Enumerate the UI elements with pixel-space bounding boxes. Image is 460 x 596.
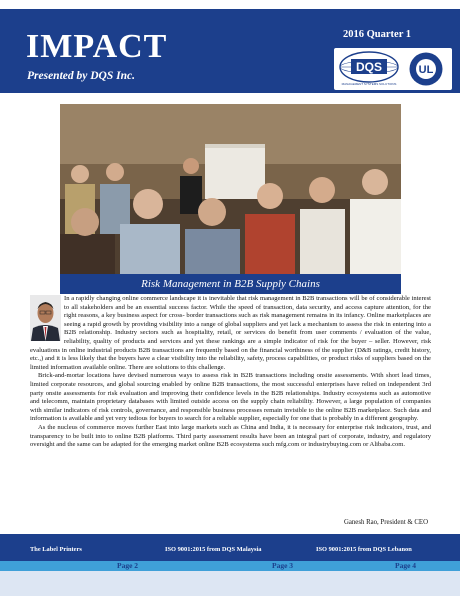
newsletter-title: IMPACT bbox=[26, 28, 168, 65]
article-photo bbox=[60, 104, 401, 294]
article-paragraph-2: Brick-and-mortar locations have devised numerous ways to assess risk in B2B transactions including onsite assessments. With short lead times, limited corporate resources, and global sourcing enabled by online B2B transactions, the most successful enterprises have relied on independent 3rd party onsite assessments for risk evaluation and improving their confidence levels in the B2B relationships. Industry ecosystems such as automotive and telecomm, maintain proprietary databases with limited outside access on the supply chain reliability. However, a large population of companies with similar indicators of risk controls, governance, and responsible business processes remain invisible to the online B2B marketplace. Such data and information is available and yet very tedious for buyers to search for a reliable supplier, especially for one that is probably in a different geography. bbox=[30, 372, 431, 423]
footer bbox=[0, 534, 460, 596]
dqs-logo-text: DQS bbox=[355, 60, 383, 74]
ul-logo bbox=[408, 51, 444, 87]
footer-bottom-band bbox=[0, 571, 460, 596]
article-paragraph-3: As the nucleus of commerce moves further East into large markets such as China and India, it is necessary for enterprise risk indicators, trust, and transparency to be built into to online B2B platforms. Third party assessment results have been an integral part of corporate, industry, and regulatory oversight and the same can be adapted for the emerging market online B2B ecosystems such mfg.com or industrybuying.com or Alibaba.com. bbox=[30, 423, 431, 449]
page-link-2[interactable]: Page 2 bbox=[117, 561, 139, 570]
logo-panel bbox=[334, 48, 452, 90]
footer-link-dqs-malaysia[interactable]: ISO 9001:2015 from DQS Malaysia bbox=[165, 546, 262, 553]
page-link-3[interactable]: Page 3 bbox=[272, 561, 294, 570]
page-link-4[interactable]: Page 4 bbox=[395, 561, 417, 570]
issue-label: 2016 Quarter 1 bbox=[343, 29, 412, 40]
masthead bbox=[0, 0, 460, 93]
footer-link-label-printers[interactable]: The Label Printers bbox=[30, 546, 82, 553]
article-paragraph-1: In a rapidly changing online commerce landscape it is inevitable that risk management in B2B transactions will be of considerable interest to all stakeholders and be an essential success factor. While the speed of transaction, data security, and access capture attention, for the right reasons, a key business aspect for cross- border transactions such as risk management remains in its infancy. Online marketplaces are seeing a rapid growth by providing visibility into a range of global suppliers and yet lack a mechanism to assess the risk in entering into a B2B relationship. Industry sectors such as hospitality, retail, or services do benefit from user comments / evaluation of the value, reliability, quality of products and services and yet these rankings are a simple indicator of risk for the buyer – seller. However, risk evaluations in online industrial products B2B transactions are frequently based on the financial worthiness of the supplier (D&B ratings, credit history, etc.,) and it is less likely that the buyers have a clear visibility into the reliability, safety, process capabilities, or product risks of suppliers based on the limited information available online. There are solutions to this challenge. bbox=[30, 295, 431, 371]
dqs-logo-caption: MANAGEMENT SYSTEMS SOLUTIONS bbox=[341, 82, 397, 86]
author-signature: Ganesh Rao, President & CEO bbox=[343, 519, 428, 526]
newsletter-subtitle: Presented by DQS Inc. bbox=[27, 70, 135, 82]
ul-logo-text: UL bbox=[418, 64, 434, 76]
meeting-photo-illustration bbox=[60, 104, 401, 294]
masthead-top-stripe bbox=[0, 0, 460, 9]
footer-link-dqs-lebanon[interactable]: ISO 9001:2015 from DQS Lebanon bbox=[316, 546, 412, 553]
photo-caption-bar: Risk Management in B2B Supply Chains bbox=[60, 274, 401, 294]
page-navigation-bar bbox=[0, 561, 460, 571]
portrait-spacer bbox=[30, 295, 64, 341]
article-body bbox=[30, 295, 431, 450]
